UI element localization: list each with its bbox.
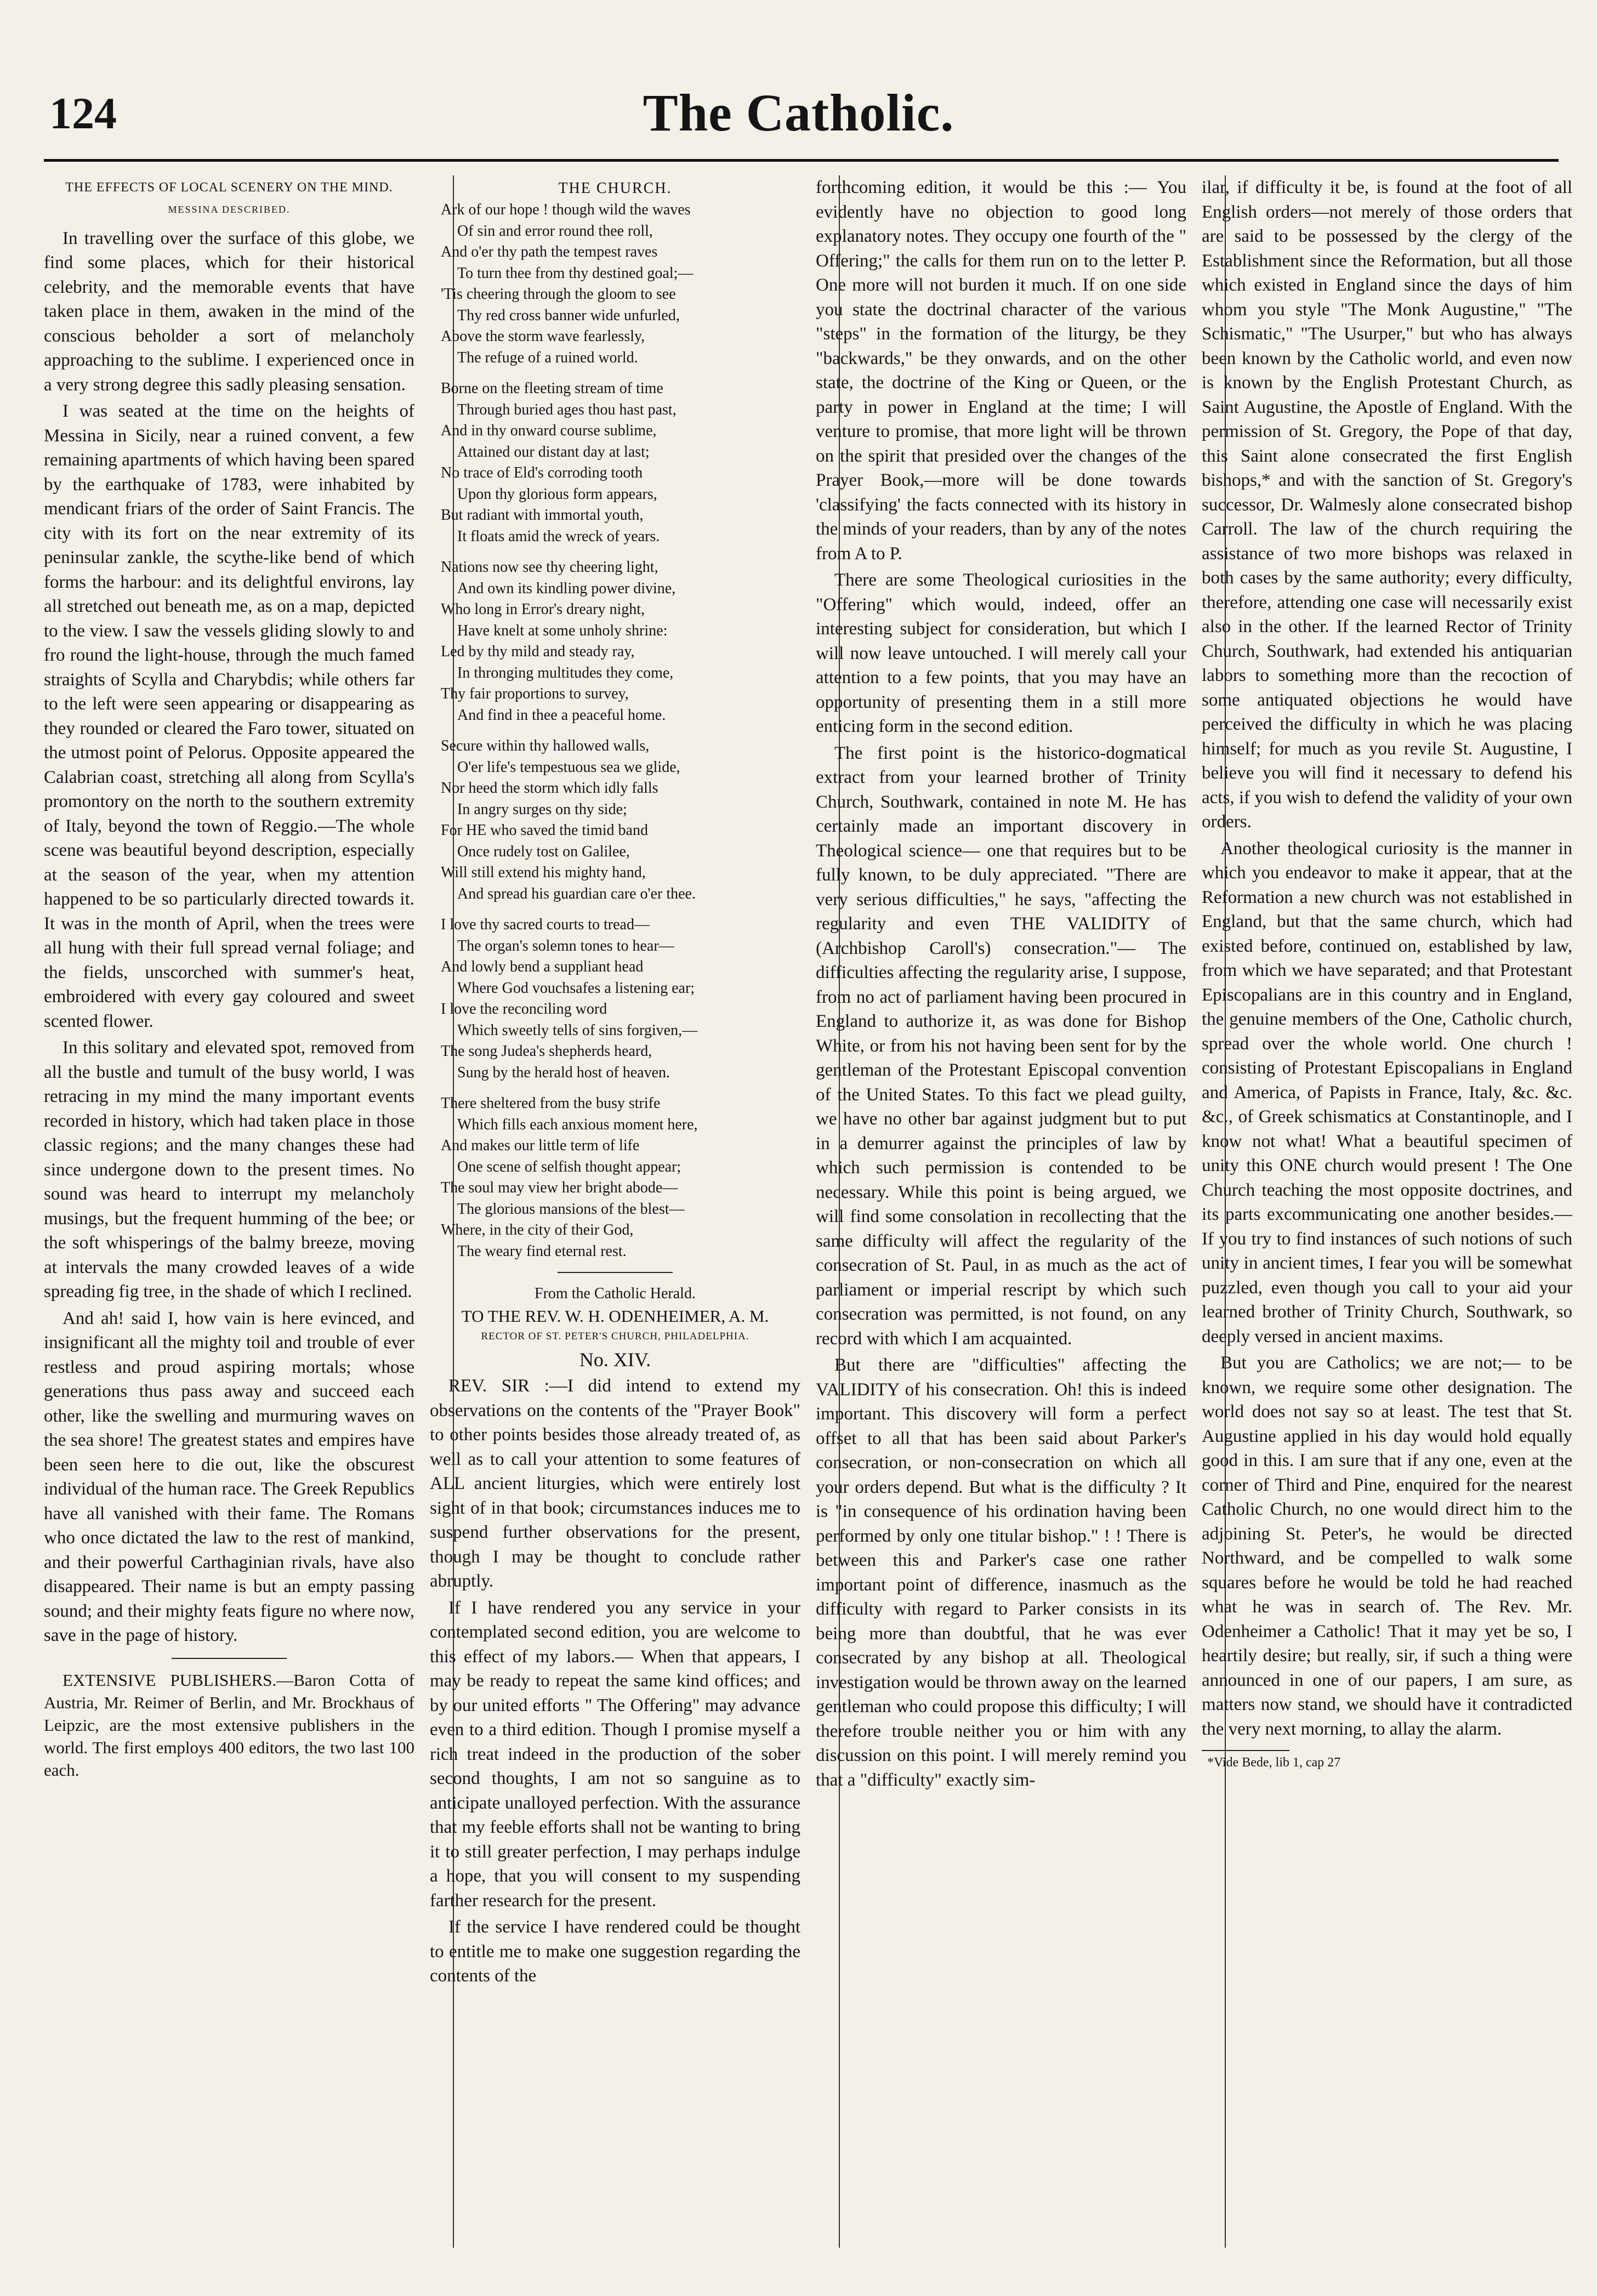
poem-line: The weary find eternal rest. [457,1242,627,1260]
poem-stanza [441,914,800,1083]
article-columns [44,175,1573,2253]
footnote-rule [1202,1750,1289,1751]
addressee-title: RECTOR OF ST. PETER'S CHURCH, PHILADELPHIA. [481,1331,749,1342]
page-header [38,82,1559,143]
poem-line: 'Tis cheering through the gloom to see [441,286,676,303]
poem-line: Above the storm wave fearlessly, [441,328,645,345]
letter-number: No. XIV. [579,1349,651,1371]
newspaper-title: The Catholic. [643,83,954,142]
poem-line: Which sweetly tells of sins forgiven,— [457,1021,698,1039]
poem-line: Upon thy glorious form appears, [457,485,657,503]
paragraph: I was seated at the time on the heights of Messina in Sicily, near a ruined convent, a few remaining apartments of which having been spared by the earthquake of 1783, were inhabited by mendicant friars of the order of Saint Francis. The city with its fort on the near extremity of its peninsular zankle, the scythe-like bend of which forms the harbour: and its delightful environs, lay all stretched out beneath me, as on a map, depicted to the view. I saw the vessels gliding slowly to and fro round the light-house, through the much famed straights of Scylla and Charybdis; while others far to the left were seen appearing or disappearing as they rounded or cleared the Faro tower, situated on the utmost point of Pelorus. Opposite appeared the Calabrian coast, stretching all along from Scylla's promontory on the north to the southern extremity of Italy, beyond the town of Reggio.—The whole scene was beautiful beyond description, especially at the season of the year, when my attention happened to be so particularly directed towards it. It was in the month of April, when the trees were all hung with their full spread vernal foliage; and the fields, unscorched with summer's heat, embroidered with every gay coloured and sweet scented flower. [44,401,414,1031]
paragraph: But there are "difficulties" affecting the VALIDITY of his consecration. Oh! this is indeed important. This discovery will form a perfect offset to all that has been said about Parker's consecration, or non-consecration on which all your orders depend. But what is the difficulty ? It is "in consequence of his ordination having been performed by only one titular bishop." ! ! There is between this and Parker's case one rather important point of difference, inasmuch as the difficulty with regard to Parker consists in its being more than doubtful, that he was ever consecrated by any bishop at all. Theological investigation would be thrown away on the learned gentleman who could propose this difficulty; I will therefore trouble neither you or him with any discussion on this point. I will merely remind you that a "difficulty" exactly sim- [816,1355,1186,1790]
source-line: From the Catholic Herald. [535,1285,696,1302]
poem-line: And own its kindling power divine, [457,579,676,597]
poem-line: The soul may view her bright abode— [441,1179,678,1196]
article-subtitle: MESSINA DESCRIBED. [168,204,291,215]
paragraph: There are some Theological curiosities in the "Offering" which would, indeed, offer an interesting subject for consideration, but which I will now leave untouched. I will merely call your attention to a few points, that you may have an opportunity of presenting them in a still more enticing form in the second edition. [816,570,1186,736]
poem-line: Once rudely tost on Galilee, [457,843,630,860]
poem-line: To turn thee from thy destined goal;— [457,264,694,282]
poem [430,200,800,1262]
poem-line: And find in thee a peaceful home. [457,706,666,724]
poem-line: Through buried ages thou hast past, [457,401,677,418]
paragraph: ilar, if difficulty it be, is found at the foot of all English orders—not merely of those orders that are said to be possessed by the clergy of the Establishment since the Reformation, but all those which existed in England since the days of him whom you style "The Monk Augustine," "The Schismatic," "The Usurper," but who has always been known by the Catholic world, and even now is known by the English Protestant Church, as Saint Augustine, the Apostle of England. With the permission of St. Gregory, the Pope of that day, this Saint alone consecrated the first English bishops,* and with the sanction of St. Gregory's successor, Dr. Walmesly alone consecrated bishop Carroll. The law of the church requiring the assistance of two more bishops was relaxed in both cases by the same authority; every difficulty, therefore, attending one case will necessarily exist also in the other. If the learned Rector of Trinity Church, Southwark, had extended his antiquarian labors to something more than the recoction of some antiquated objections he would have perceived the difficulty in which he was placing himself; for much as you revile St. Augustine, I believe you will find it necessary to defend his acts, if you wish to defend the validity of your own orders. [1202,178,1572,832]
poem-line: Nations now see thy cheering light, [441,559,658,576]
poem-line: Which fills each anxious moment here, [457,1116,698,1133]
paragraph: Another theological curiosity is the manner in which you endeavor to make it appear, that at the Reformation a new church was not established in England, but that the same church, which had existed before, continued on, established by law, from which we have separated; and that Protestant Episcopalians are in this country and in England, the genuine members of the One, Catholic church, spread over the whole world. One church ! consisting of Protestant Episcopalians in England and America, of Papists in France, Italy, &c. &c. &c., of Greek schismatics at Constantinople, and I know not what! What a beautiful specimen of unity this ONE church would present ! The One Church teaching the most opposite doctrines, and its parts excommunicating one another besides.— If you try to find instances of such notions of such unity in ancient times, I fear you will be somewhat puzzled, even though you call to your aid your learned brother of Trinity Church, Southwark, so deeply versed in ancient maxims. [1202,838,1572,1346]
section-rule [172,1658,287,1659]
paragraph: And ah! said I, how vain is here evinced, and insignificant all the mighty toil and trouble of ever restless and proud aspiring mortals; whose generations thus pass away and succeed each other, like the swelling and murmuring waves on the sea shore! The greatest states and empires have been seen here to die out, like the obscurest individual of the human race. The Greek Republics have all vanished with their fame. The Romans who once dictated the law to the rest of mankind, and their powerful Carthaginian rivals, have also disappeared. Their name is but an empty passing sound; and their mighty feats figure no where now, save in the page of history. [44,1308,414,1645]
poem-line: I love the reconciling word [441,1001,607,1018]
poem-line: The song Judea's shepherds heard, [441,1043,652,1060]
poem-line: Will still extend his mighty hand, [441,864,646,881]
poem-line: O'er life's tempestuous sea we glide, [457,758,680,776]
poem-line: Led by thy mild and steady ray, [441,643,635,660]
poem-line: The organ's solemn tones to hear— [457,937,674,954]
poem-line: In thronging multitudes they come, [457,664,674,681]
footnote: *Vide Bede, lib 1, cap 27 [1207,1755,1341,1770]
article-title: THE EFFECTS OF LOCAL SCENERY ON THE MIND. [65,180,393,195]
column-1 [44,175,414,2253]
poem-line: There sheltered from the busy strife [441,1095,661,1112]
poem-line: Who long in Error's dreary night, [441,601,645,618]
section-rule [558,1272,673,1273]
poem-line: And makes our little term of life [441,1137,640,1154]
paragraph: The first point is the historico-dogmatical extract from your learned brother of Trinity Church, Southwark, contained in note M. He has certainly made an important discovery in Theological science— one that requires but to be fully known, to be duly appreciated. "There are very serious difficulties," he says, "affecting the regularity and even THE VALIDITY of (Archbishop Caroll's) consecration."— The difficulties affecting the regularity arise, I suppose, from no act of parliament having been procured in England to authorize it, as was done for Bishop White, or from his not having been sent for by the gentleman of the Protestant Episcopal convention of the United States. To this fact we plead guilty, we have no other bar against judgment but to put in a demurrer against the principles of law by which such permission is contended to be necessary. While this point is being argued, we will find some consolation in recollecting that the same difficulty will affect the regularity of the consecration of St. Paul, in as much as the act of parliament or imperial rescript by which such consecration was permitted, is not found, on any record with which I am acquainted. [816,743,1186,1349]
poem-stanza [441,557,800,726]
column-3 [816,175,1186,2253]
poem-line: And lowly bend a suppliant head [441,958,644,975]
poem-line: Secure within thy hallowed walls, [441,737,650,754]
poem-line: One scene of selfish thought appear; [457,1158,681,1175]
poem-line: Nor heed the storm which idly falls [441,780,658,797]
poem-stanza [441,1093,800,1262]
letter-addressee: TO THE REV. W. H. ODENHEIMER, A. M. [461,1306,769,1326]
poem-stanza [441,378,800,547]
header-rule [44,159,1559,162]
poem-line: I love thy sacred courts to tread— [441,916,650,933]
poem-line: Borne on the fleeting stream of time [441,380,663,397]
poem-stanza [441,736,800,905]
poem-stanza [441,200,800,368]
poem-line: And in thy onward course sublime, [441,422,657,439]
poem-title: THE CHURCH. [558,180,672,197]
poem-line: Where, in the city of their God, [441,1221,634,1238]
poem-line: Attained our distant day at last; [457,443,650,461]
poem-line: The glorious mansions of the blest— [457,1200,685,1218]
paragraph: In this solitary and elevated spot, removed from all the bustle and tumult of the busy world, I was retracing in my mind the many important events recorded in history, which had taken place in those classic regions; and the many changes these had since undergone down to the present times. No sound was heard to interrupt my melancholy musings, but the frequent humming of the bee; or the soft whisperings of the balmy breeze, moving at intervals the many crowded leaves of a wide spreading fig tree, in the shade of which I reclined. [44,1038,414,1302]
poem-line: Ark of our hope ! though wild the waves [441,201,691,218]
poem-line: It floats amid the wreck of years. [457,527,660,545]
poem-line: The refuge of a ruined world. [457,349,638,366]
publishers-notice: EXTENSIVE PUBLISHERS.—Baron Cotta of Austria, Mr. Reimer of Berlin, and Mr. Brockhaus of Leipzic, are the most extensive publishers in the world. The first employs 400 editors, the two last 100 each. [44,1670,414,1780]
poem-line: Thy red cross banner wide unfurled, [457,306,680,324]
poem-line: And o'er thy path the tempest raves [441,243,658,260]
paragraph: In travelling over the surface of this globe, we find some places, which for their historical celebrity, and the memorable events that have taken place in them, awaken in the mind of the conscious beholder a sort of melancholy approaching to the sublime. I experienced once in a very strong degree this sadly pleasing sensation. [44,228,414,395]
poem-line: And spread his guardian care o'er thee. [457,885,696,902]
poem-line: Thy fair proportions to survey, [441,685,629,702]
poem-line: Of sin and error round thee roll, [457,222,653,240]
poem-line: Sung by the herald host of heaven. [457,1064,670,1081]
column-4 [1202,175,1572,2253]
paragraph: If I have rendered you any service in your contemplated second edition, you are welcome to this effect of my labors.— When that appears, I may be ready to repeat the same kind offices; and by our united efforts " The Offering" may advance even to a third edition. Though I promise myself a rich treat indeed in the production of the sober second thoughts, I am not so sanguine as to anticipate unalloyed perfection. With the assurance that my feeble efforts shall not be wanting to bring it to still greater perfection, I may perhaps indulge a hope, that you will consent to my suspending farther research for the present. [430,1598,800,1911]
paragraph: If the service I have rendered could be thought to entitle me to make one suggestion regarding the contents of the [430,1917,800,1986]
poem-line: Have knelt at some unholy shrine: [457,622,668,639]
paragraph: REV. SIR :—I did intend to extend my observations on the contents of the "Prayer Book" to other points besides those already treated of, as well as to call your attention to some features of ALL ancient liturgies, which were entirely lost sight of in that book; circumstances induces me to suspend further observations for the present, though I may be thought to conclude rather abruptly. [430,1376,800,1591]
column-2 [430,175,800,2253]
poem-line: Where God vouchsafes a listening ear; [457,979,695,997]
poem-line: For HE who saved the timid band [441,822,648,839]
paragraph: But you are Catholics; we are not;— to be known, we require some other designation. The world does not say so at least. The test that St. Augustine applied in his day would hold equally good in this. I am sure that if any one, even at the corner of Third and Pine, enquired for the nearest Catholic Church, no one would direct him to the adjoining St. Peter's, he would be directed Northward, and be compelled to walk some squares before he would be told he had reached what he was in search of. The Rev. Mr. Odenheimer a Catholic! That it may yet be so, I heartily desire; but really, sir, if such a thing were announced in one of our papers, I am sure, as matters now stand, we should have it contradicted the very next morning, to allay the alarm. [1202,1353,1572,1739]
poem-line: No trace of Eld's corroding tooth [441,464,643,481]
page-number: 124 [49,88,117,138]
poem-line: But radiant with immortal youth, [441,507,644,524]
paragraph: forthcoming edition, it would be this :— You evidently have no objection to good long explanatory notes. They occupy one fourth of the " Offering;" the calls for them run on to the letter P. One more will not burden it much. If on one side you state the doctrinal character of the various "steps" in the formation of the liturgy, be they "backwards," be they onwards, and on the other state, the doctrine of the King or Queen, or the party in power in England at the time; I will venture to promise, that more light will be thrown on the spirit that presided over the changes of the Prayer Book,—more will be done towards 'classifying' the facts connected with its history in the minds of your readers, than by any of the notes from A to P. [816,178,1186,564]
poem-line: In angry surges on thy side; [457,800,627,818]
